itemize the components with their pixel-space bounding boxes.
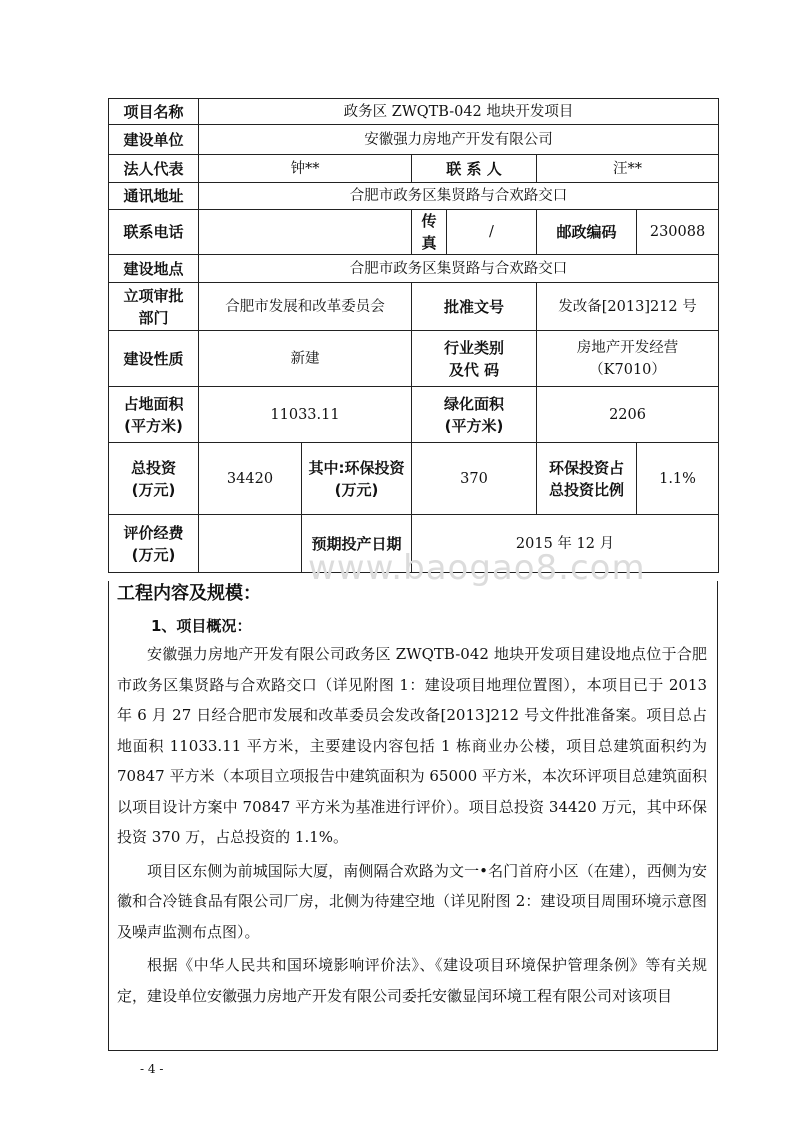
contact-value: 汪** <box>537 155 719 183</box>
green-area-label <box>412 387 537 443</box>
eval-cost-value <box>199 515 302 573</box>
env-ratio-label-line2: 总投资比例 <box>548 480 624 499</box>
phone-label: 联系电话 <box>109 210 199 255</box>
total-investment-label-line1: 总投资 <box>130 458 176 477</box>
address-label: 通讯地址 <box>109 183 199 210</box>
section-title: 工程内容及规模： <box>117 583 261 604</box>
green-area-label-line1: 绿化面积 <box>443 394 504 413</box>
env-ratio-label <box>537 443 637 515</box>
industry-label-line2: 及代 码 <box>448 360 500 379</box>
env-ratio-label-line1: 环保投资占 <box>548 458 624 477</box>
postcode-label: 邮政编码 <box>537 210 637 255</box>
env-investment-label-line1: 其中:环保投资 <box>308 458 405 477</box>
fax-label: 传真 <box>412 210 447 255</box>
eval-cost-label <box>109 515 199 573</box>
nature-value: 新建 <box>199 331 412 387</box>
paragraph-3: 根据《中华人民共和国环境影响评价法》、《建设项目环境保护管理条例》等有关规定，建设单位安徽强力房地产开发有限公司委托安徽显闰环境工程有限公司对该项目 <box>117 956 707 1005</box>
total-investment-value: 34420 <box>199 443 302 515</box>
paragraph-1: 安徽强力房地产开发有限公司政务区 ZWQTB-042 地块开发项目建设地点位于合肥市政务区集贤路与合欢路交口（详见附图 1：建设项目地理位置图），本项目已于 2013 年 6 月 27 日经合肥市发展和改革委员会发改备[2013]212 号文件批准备案。项目总占地面积 11033.11 平方米，主要建设内容包括 1 栋商业办公楼，项目总建筑面积约为 70847 平方米（本项目立项报告中建筑面积为 65000 平方米，本次环评项目总建筑面积以项目设计方案中 70847 平方米为基准进行评价）。项目总投资 34420 万元，其中环保投资 370 万，占总投资的 1.1%。 <box>117 645 707 846</box>
approval-dept-value: 合肥市发展和改革委员会 <box>199 283 412 331</box>
land-area-label <box>109 387 199 443</box>
phone-value <box>199 210 412 255</box>
builder-label: 建设单位 <box>109 125 199 155</box>
approval-dept-label <box>109 283 199 331</box>
eval-cost-label-line1: 评价经费 <box>123 523 184 542</box>
paragraph-2: 项目区东侧为前城国际大厦，南侧隔合欢路为文一•名门首府小区（在建），西侧为安徽和合冷链食品有限公司厂房，北侧为待建空地（详见附图 2：建设项目周围环境示意图及噪声监测布点图）。 <box>117 861 707 941</box>
env-investment-label-line2: (万元) <box>334 480 379 499</box>
page-number: - 4 - <box>140 1062 164 1076</box>
start-date-label: 预期投产日期 <box>302 515 412 573</box>
approval-dept-label-line1: 立项审批 <box>123 286 184 305</box>
industry-label-line1: 行业类别 <box>443 338 504 357</box>
nature-label: 建设性质 <box>109 331 199 387</box>
industry-label <box>412 331 537 387</box>
env-investment-label <box>302 443 412 515</box>
eval-cost-label-line2: (万元) <box>131 545 176 564</box>
project-info-table <box>108 98 719 573</box>
env-ratio-value: 1.1% <box>637 443 719 515</box>
project-name-value: 政务区 ZWQTB-042 地块开发项目 <box>199 99 719 125</box>
approval-no-label: 批准文号 <box>412 283 537 331</box>
legal-rep-label: 法人代表 <box>109 155 199 183</box>
fax-value: / <box>447 210 537 255</box>
approval-dept-label-line2: 部门 <box>138 308 169 327</box>
env-investment-value: 370 <box>412 443 537 515</box>
postcode-value: 230088 <box>637 210 719 255</box>
legal-rep-value: 钟** <box>199 155 412 183</box>
project-name-label: 项目名称 <box>109 99 199 125</box>
site-value: 合肥市政务区集贤路与合欢路交口 <box>199 255 719 283</box>
address-value: 合肥市政务区集贤路与合欢路交口 <box>199 183 719 210</box>
total-investment-label <box>109 443 199 515</box>
project-content-section <box>108 581 718 1051</box>
start-date-value: 2015 年 12 月 <box>412 515 719 573</box>
site-label: 建设地点 <box>109 255 199 283</box>
land-area-label-line1: 占地面积 <box>123 394 184 413</box>
land-area-value: 11033.11 <box>199 387 412 443</box>
industry-value-line1: 房地产开发经营 <box>576 339 679 356</box>
total-investment-label-line2: (万元) <box>131 480 176 499</box>
green-area-label-line2: (平方米) <box>444 416 504 435</box>
sub-title: 1、项目概况： <box>151 617 252 635</box>
approval-no-value: 发改备[2013]212 号 <box>537 283 719 331</box>
industry-value <box>537 331 719 387</box>
watermark: www.baogao8.com <box>308 548 646 588</box>
land-area-label-line2: (平方米) <box>124 416 183 435</box>
green-area-value: 2206 <box>537 387 719 443</box>
contact-label: 联 系 人 <box>412 155 537 183</box>
builder-value: 安徽强力房地产开发有限公司 <box>199 125 719 155</box>
industry-value-line2: （K7010） <box>589 361 666 378</box>
